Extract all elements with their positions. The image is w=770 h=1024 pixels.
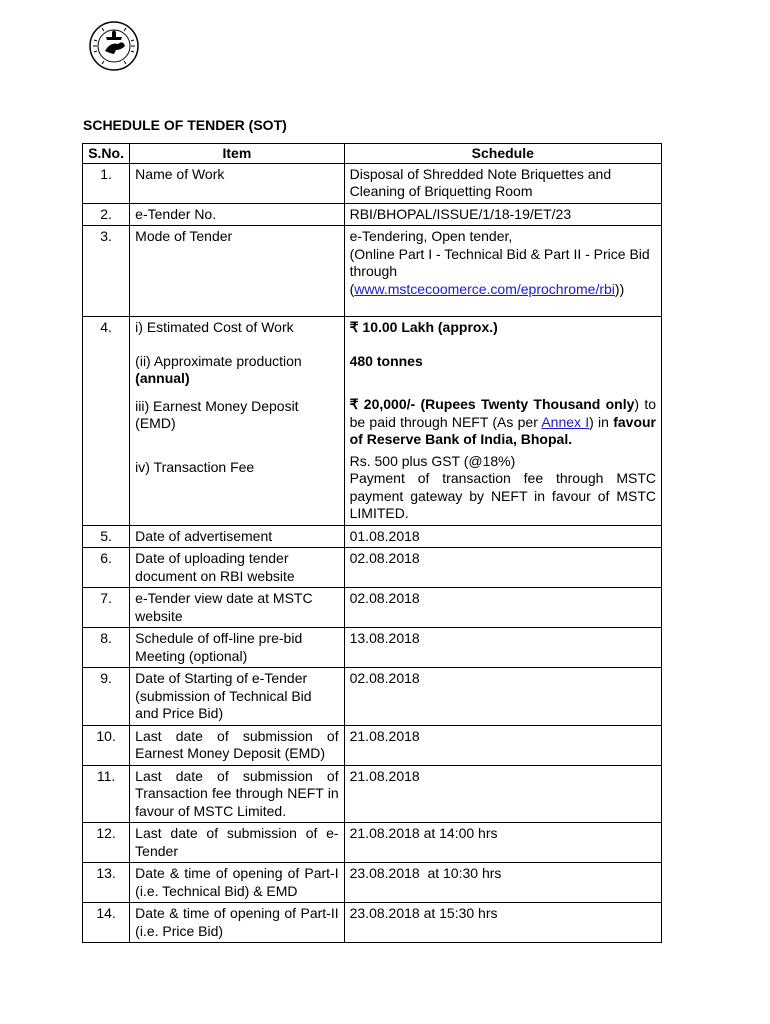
paren-open: ( [349, 280, 355, 297]
row-schedule: 13.08.2018 [344, 628, 661, 668]
row-sno: 7. [83, 588, 130, 628]
table-row [83, 725, 662, 765]
table-header-row [83, 144, 662, 164]
row-item: e-Tender No. [130, 203, 344, 226]
estimated-cost-value: ₹ 10.00 Lakh (approx.) [349, 319, 498, 335]
row-item: e-Tender view date at MSTC website [130, 588, 344, 628]
table-row [83, 203, 662, 226]
row-schedule: 21.08.2018 [344, 725, 661, 765]
page-title: SCHEDULE OF TENDER (SOT) [83, 117, 287, 133]
rbi-emblem-icon [88, 20, 140, 72]
header-schedule: Schedule [344, 144, 661, 164]
row-schedule: 23.08.2018 at 15:30 hrs [344, 903, 661, 943]
table-row [83, 765, 662, 823]
table-row [83, 226, 662, 317]
table-row [83, 903, 662, 943]
row-sno: 10. [83, 725, 130, 765]
row-sno: 8. [83, 628, 130, 668]
production-value: 480 tonnes [349, 352, 423, 369]
row-sno: 5. [83, 525, 130, 548]
table-row [83, 823, 662, 863]
row-item: Date of uploading tender document on RBI website [130, 548, 344, 588]
fee-amount: Rs. 500 plus GST (@18%) [349, 452, 516, 469]
row-item: Name of Work [130, 163, 344, 203]
row-schedule: 02.08.2018 [344, 548, 661, 588]
row-sno: 12. [83, 823, 130, 863]
row-item: Date of Starting of e-Tender (submission of Technical Bid and Price Bid) [130, 668, 344, 726]
table-row [83, 525, 662, 548]
table-row [83, 317, 662, 526]
row-sno: 6. [83, 548, 130, 588]
row-sno: 14. [83, 903, 130, 943]
annex-link[interactable]: Annex I [541, 413, 590, 430]
row-item: Date & time of opening of Part-II (i.e. Price Bid) [130, 903, 344, 943]
row-item: Mode of Tender [130, 226, 344, 317]
row-schedule: 21.08.2018 [344, 765, 661, 823]
row-item: Date & time of opening of Part-I (i.e. Technical Bid) & EMD [130, 863, 344, 903]
row-schedule: 02.08.2018 [344, 668, 661, 726]
row-schedule: 01.08.2018 [344, 525, 661, 548]
row-sno: 2. [83, 203, 130, 226]
mode-detail: (Online Part I - Technical Bid & Part II - Price Bid through [349, 245, 650, 279]
table-row [83, 628, 662, 668]
row-schedule: Disposal of Shredded Note Briquettes and Cleaning of Briquetting Room [344, 163, 661, 203]
row-sno: 4. [83, 317, 130, 526]
table-row [83, 863, 662, 903]
row-sno: 9. [83, 668, 130, 726]
row-schedule: 23.08.2018 at 10:30 hrs [344, 863, 661, 903]
row-schedule: 21.08.2018 at 14:00 hrs [344, 823, 661, 863]
mstc-portal-link[interactable]: www.mstcecoomerce.com/eprochrome/rbi [354, 280, 615, 297]
fee-payment-text: Payment of transaction fee through MSTC payment gateway by NEFT in favour of MSTC LIMITED. [349, 470, 656, 521]
mode-text: e-Tendering, Open tender, [349, 228, 513, 244]
row-schedule [344, 226, 661, 317]
row-schedule: RBI/BHOPAL/ISSUE/1/18-19/ET/23 [344, 203, 661, 226]
table-row [83, 548, 662, 588]
row-schedule: 02.08.2018 [344, 588, 661, 628]
header-sno: S.No. [83, 144, 130, 164]
item-production: (ii) Approximate production (annual) [135, 352, 302, 386]
schedule-table [82, 143, 662, 943]
row-item: Last date of submission of Transaction fee through NEFT in favour of MSTC Limited. [130, 765, 344, 823]
table-row [83, 163, 662, 203]
row-schedule [344, 317, 661, 526]
row-item [130, 317, 344, 526]
header-item: Item [130, 144, 344, 164]
emd-value: ₹ 20,000/- (Rupees Twenty Thousand only) to be paid through NEFT (As per Annex I) in favour of Reserve Bank of India, Bhopal. [349, 396, 656, 447]
item-transaction-fee: iv) Transaction Fee [135, 458, 255, 475]
row-sno: 1. [83, 163, 130, 203]
row-sno: 3. [83, 226, 130, 317]
table-row [83, 588, 662, 628]
row-item: Date of advertisement [130, 525, 344, 548]
row-sno: 11. [83, 765, 130, 823]
item-estimated-cost: i) Estimated Cost of Work [135, 319, 294, 335]
paren-close: )) [614, 280, 625, 297]
row-item: Last date of submission of e-Tender [130, 823, 344, 863]
table-row [83, 668, 662, 726]
item-emd: iii) Earnest Money Deposit (EMD) [135, 397, 299, 431]
row-item: Last date of submission of Earnest Money Deposit (EMD) [130, 725, 344, 765]
row-item: Schedule of off-line pre-bid Meeting (optional) [130, 628, 344, 668]
row-sno: 13. [83, 863, 130, 903]
